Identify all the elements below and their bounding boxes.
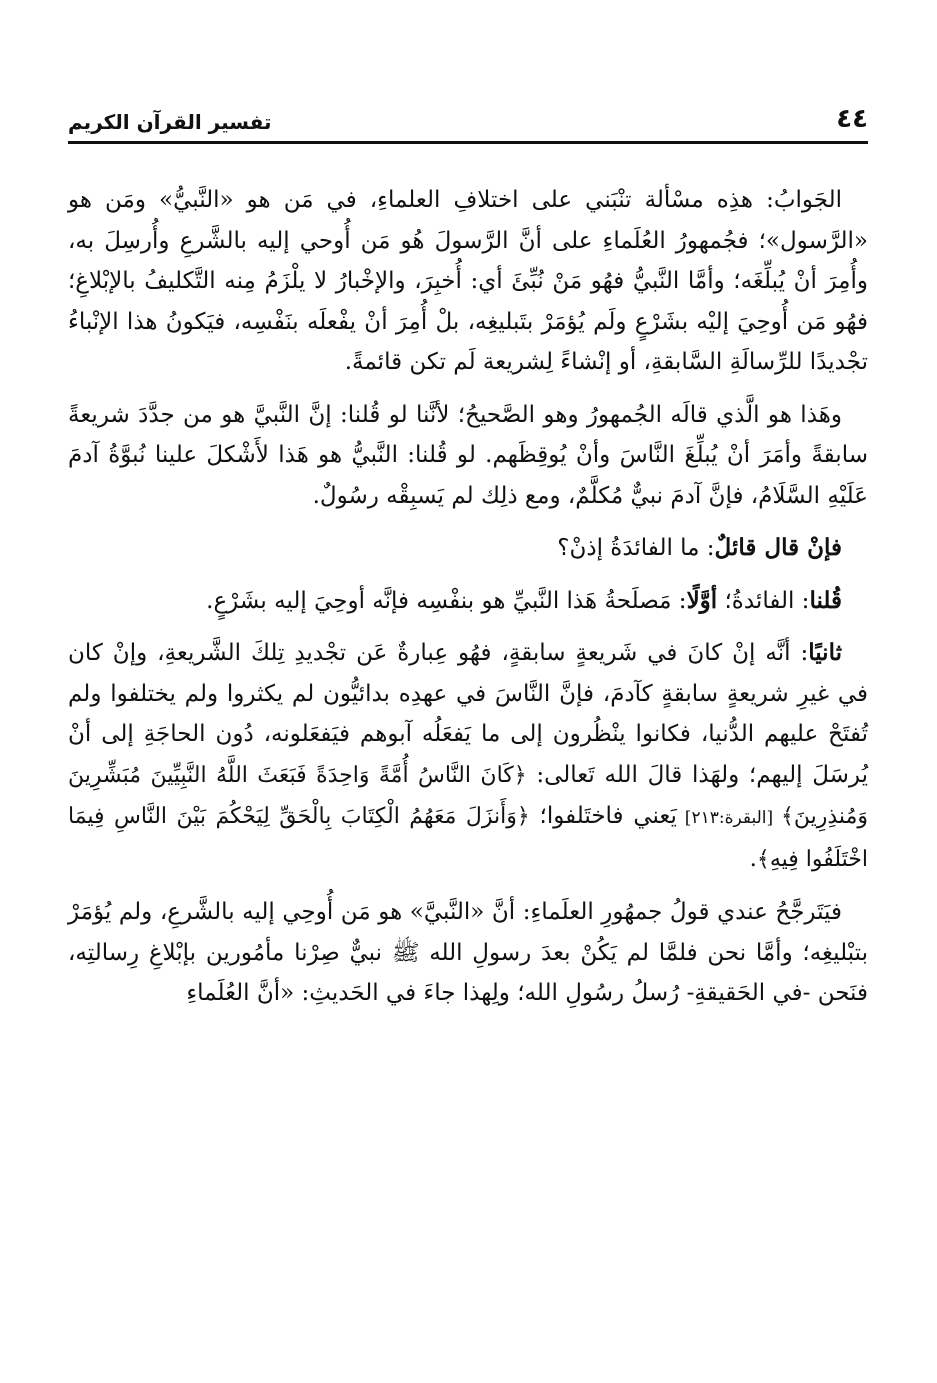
paragraph-second-benefit [68, 633, 868, 880]
answer-text: : الفائدةُ؛ [717, 587, 810, 614]
second-benefit-text: : أنَّه إنْ كانَ في شَريعةٍ سابقةٍ، فهُو عِبارةٌ عَن تجْديدِ تِلكَ الشَّريعةِ، وإنْ كان في غيرِ شريعةٍ سابقةٍ كآدمَ، فإنَّ النَّاسَ في عهدِه بدائيُّون لم يكثروا ولم يختلفوا ولم تُفتَحْ عليهم الدُّنيا، فكانوا ينْظُرون إلى ما يَفعَلُه آبوهم فيَفعَلونه، دُون الحاجَةِ إلى أنْ يُرسَلَ إليهم؛ ولهَذا قالَ الله تَعالى: [68, 640, 869, 788]
quran-verse-1: ﴿كَانَ النَّاسُ أُمَّةً وَاحِدَةً فَبَعَثَ اللَّهُ النَّبِيِّينَ مُبَشِّرِينَ وَمُنذِرِينَ﴾ [68, 762, 868, 829]
second-benefit-end: . [749, 845, 757, 872]
verse-reference: [البقرة:٢١٣] [676, 808, 781, 828]
running-title: تفسير القرآن الكريم [68, 110, 272, 134]
page-number: ٤٤ [836, 104, 868, 134]
paragraph-first-benefit [68, 581, 868, 622]
paragraph-answer: الجَوابُ: هذِه مسْألة تنْبَني على اختلافِ العلماءِ، في مَن هو «النَّبيُّ» ومَن هو «الرَّسول»؛ فجُمهورُ العُلَماءِ على أنَّ الرَّسولَ هُو مَن أُوحي إليه بالشَّرعِ وأُرسِلَ به، وأُمِرَ أنْ يُبلِّغَه؛ وأمَّا النَّبيُّ فهُو مَنْ نُبِّئَ أي: أُخبِرَ، والإخْبارُ لا يلْزَمُ مِنه التَّكليفُ بالإبْلاغِ؛ فهُو مَن أُوحِيَ إليْه بشَرْعٍ ولَم يُؤمَرْ بتَبليغِه، بلْ أُمِرَ أنْ يفْعلَه بنَفْسِه، فيَكونُ هذا الإنْباءُ تجْديدًا للرِّسالَةِ السَّابقةِ، أو إنْشاءً لِشريعة لَم تكن قائمةً. [68, 187, 868, 375]
second-label: ثانيًا [808, 639, 842, 666]
second-benefit-text-2: يَعني فاختَلفوا؛ [529, 803, 677, 829]
question-text: : ما الفائدَةُ إذنْ؟ [557, 535, 715, 561]
question-label: فإنْ قال قائلٌ [714, 534, 842, 561]
paragraph-question [68, 528, 868, 569]
first-benefit-text: : مَصلَحةُ هَذا النَّبيِّ هو بنفْسِه فإنَّه أوحِيَ إليه بشَرْعٍ. [206, 587, 687, 614]
body-text [68, 180, 868, 1026]
paragraph-majority-view: وهَذا هو الَّذي قالَه الجُمهورُ وهو الصَّحيحُ؛ لأنَّنا لو قُلنا: إنَّ النَّبيَّ هو من جدَّدَ شريعةً سابقةً وأمَرَ أنْ يُبلِّغَ النَّاسَ وأنْ يُوقِظَهم. لو قُلنا: النَّبيُّ هو هَذا لأَشْكلَ علينا نُبوَّةُ آدمَ عَلَيْهِ السَّلَامُ، فإنَّ آدمَ نبيٌّ مُكلَّمٌ، ومع ذلِك لم يَسبِقْه رسُولٌ. [68, 401, 868, 509]
quran-verse-2: ﴿وَأَنزَلَ مَعَهُمُ الْكِتَابَ بِالْحَقِّ لِيَحْكُمَ بَيْنَ النَّاسِ فِيمَا اخْتَلَفُوا فِيهِ﴾ [68, 804, 868, 872]
answer-label: قُلنا [809, 586, 842, 614]
header-rule [68, 141, 868, 144]
page-header [68, 100, 868, 144]
paragraph-conclusion: فيَتَرجَّحُ عندي قولُ جمهُورِ العلَماءِ: أنَّ «النَّبيَّ» هو مَن أُوحِي إليه بالشَّرعِ، ولم يُؤمَرْ بتبْليغِه؛ وأمَّا نحن فلمَّا لم يَكُنْ بعدَ رسولِ الله ﷺ نبيٌّ صِرْنا مأمُورين بإبْلاغِ رِسالتِه، فنَحن -في الحَقيقةِ- رُسلُ رسُولِ الله؛ ولِهذا جاءَ في الحَديثِ: «أنَّ العُلَماءِ [68, 899, 868, 1006]
first-label: أوَّلًا [686, 586, 718, 614]
